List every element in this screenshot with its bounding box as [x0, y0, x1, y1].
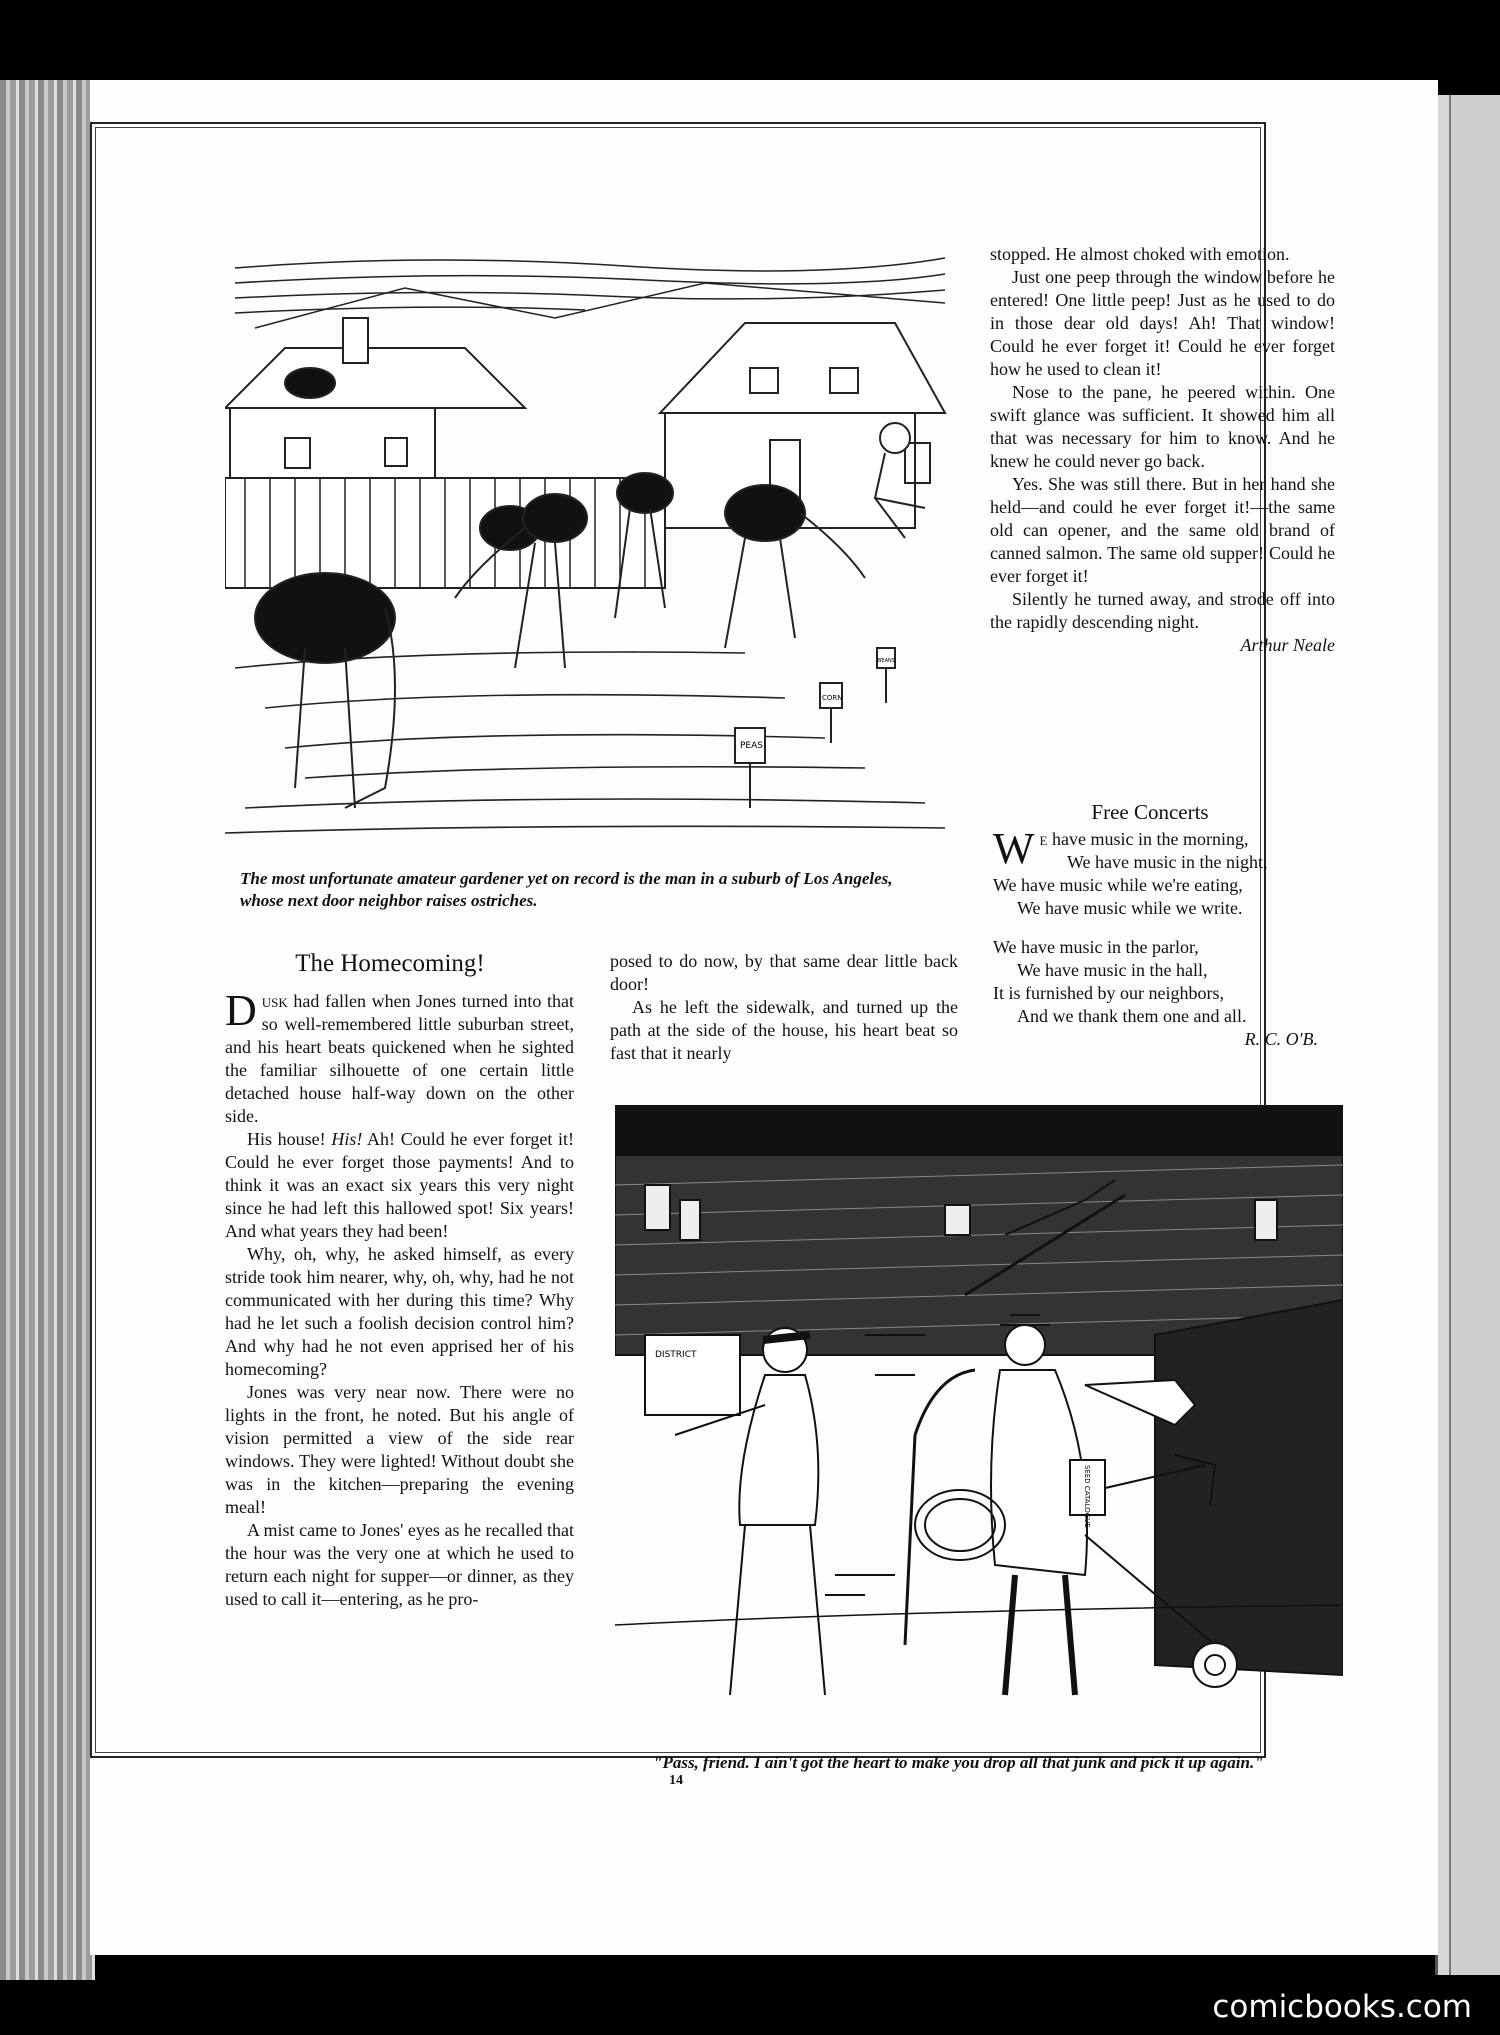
- dropcap-w: W: [993, 824, 1035, 873]
- free-concerts-poem: [993, 824, 1338, 1051]
- homecoming-paragraph-2: [225, 1128, 574, 1243]
- dropcap-d: D: [225, 986, 257, 1035]
- poem-line-1-text: have music in the morning,: [1047, 829, 1249, 849]
- column-3-paragraph-4: Yes. She was still there. But in her hand she held—and could he ever forget it!—the same old can opener, and the same old brand of canned salmon. The same old supper! Could he ever forget it!: [990, 474, 1335, 586]
- seed-catalogue-sign: SEED CATALOGUE: [1083, 1465, 1091, 1528]
- poem-line-4: We have music while we write.: [1017, 898, 1243, 918]
- smallcaps-usk: usk: [261, 991, 288, 1011]
- bottom-illustration-caption: "Pass, friend. I ain't got the heart to make you drop all that junk and pick it up again.": [653, 1753, 1264, 1772]
- free-concerts-title: Free Concerts: [1091, 800, 1209, 824]
- ostrich-garden-drawing: [225, 248, 955, 843]
- column-2-paragraph-2: As he left the sidewalk, and turned up the path at the side of the house, his heart beat so fast that it nearly: [610, 997, 958, 1063]
- ostrich-garden-illustration: [225, 248, 955, 843]
- book-page-edges-right: [1435, 95, 1500, 1975]
- top-illustration-caption: The most unfortunate amateur gardener yet on record is the man in a suburb of Los Angeles, whose next door neighbor raises ostriches.: [240, 869, 893, 910]
- paragraph-2-a: His house!: [247, 1129, 332, 1149]
- column-3-paragraph-2: Just one peep through the window before he entered! One little peep! Just as he used to do in those dear old days! Ah! That window! Could he ever forget it! Could he ever forget how he used to clean it!: [990, 267, 1335, 379]
- site-watermark: comicbooks.com: [1212, 1989, 1472, 2025]
- paragraph-1-text: had fallen when Jones turned into that so well-remembered little suburban street, and his heart beats quickened when he sighted the familiar silhouette of one certain little detached house half-way down on the other side.: [225, 991, 574, 1126]
- column-3-paragraph-3: Nose to the pane, he peered within. One swift glance was sufficient. It showed him all that was necessary for him to know. And he knew he could never go back.: [990, 382, 1335, 471]
- column-3-paragraph-5: Silently he turned away, and strode off into the rapidly descending night.: [990, 589, 1335, 632]
- homecoming-paragraph-3: Why, oh, why, he asked himself, as every stride took him nearer, why, oh, why, had he not communicated with her during this time? Why had he let such a foolish decision control him? And why had he not even apprised her of his homecoming?: [225, 1244, 574, 1379]
- poem-line-8: And we thank them one and all.: [1017, 1006, 1247, 1026]
- homecoming-paragraph-1: [225, 986, 574, 1128]
- poem-line-6: We have music in the hall,: [1017, 960, 1208, 980]
- paragraph-2-emphasis: His!: [331, 1129, 363, 1149]
- homecoming-author: Arthur Neale: [1240, 635, 1335, 655]
- poem-author: R. C. O'B.: [1244, 1029, 1318, 1049]
- pass-friend-illustration: [615, 1105, 1343, 1745]
- homecoming-column-1: [225, 986, 574, 1611]
- paragraph-2-b: Ah! Could he ever forget it! Could he ever forget those payments! And to think it was an exact six years this very night since he had left this hallowed spot! Six years! And what years they had been!: [225, 1129, 574, 1241]
- pass-friend-drawing: [615, 1105, 1343, 1745]
- column-3-paragraph-1: stopped. He almost choked with emotion.: [990, 244, 1290, 264]
- homecoming-column-3: [990, 243, 1335, 657]
- homecoming-title: The Homecoming!: [295, 950, 485, 977]
- poem-line-3: We have music while we're eating,: [993, 875, 1243, 895]
- homecoming-paragraph-5: A mist came to Jones' eyes as he recalled that the hour was the very one at which he used to return each night for supper—or dinner, as they used to call it—entering, as he pro-: [225, 1520, 574, 1609]
- poster-text: DISTRICT: [655, 1350, 697, 1360]
- poem-line-5: We have music in the parlor,: [993, 937, 1199, 957]
- corn-sign-text: CORN: [822, 694, 843, 702]
- column-2-paragraph-1: posed to do now, by that same dear little back door!: [610, 951, 958, 994]
- poem-line-2: We have music in the night,: [1067, 852, 1268, 872]
- page-number: 14: [669, 1773, 683, 1788]
- peas-sign-text: PEAS: [740, 741, 763, 751]
- book-page-edges-left: [0, 80, 95, 1980]
- beans-sign-text: BEANS: [878, 658, 895, 664]
- smallcaps-e: e: [1039, 829, 1048, 849]
- poem-line-7: It is furnished by our neighbors,: [993, 983, 1224, 1003]
- homecoming-paragraph-4: Jones was very near now. There were no lights in the front, he noted. But his angle of vision permitted a view of the side rear windows. They were lighted! Without doubt she was in the kitchen—preparing the evening meal!: [225, 1382, 574, 1517]
- homecoming-column-2: [610, 950, 958, 1065]
